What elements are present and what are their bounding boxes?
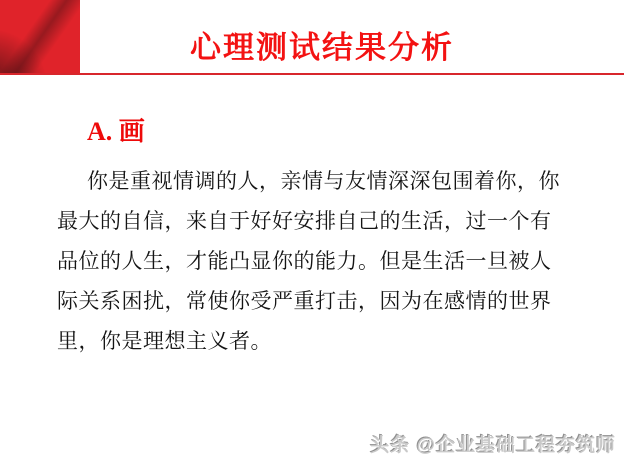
body-line-1: 你是重视情调的人，亲情与友情深深包围着你，你	[87, 169, 560, 193]
body-line-4: 际关系困扰，常使你受严重打击，因为在感情的世界	[57, 289, 552, 313]
header-divider-line	[0, 73, 624, 75]
body-paragraph	[57, 161, 584, 361]
body-line-2: 最大的自信，来自于好好安排自己的生活，过一个有	[57, 209, 552, 233]
slide-title: 心理测试结果分析	[190, 30, 454, 65]
watermark-credit: 头条 @企业基础工程夯筑师	[370, 435, 616, 456]
section-heading: A. 画	[87, 117, 145, 146]
body-line-3: 品位的人生，才能凸显你的能力。但是生活一旦被人	[57, 249, 552, 273]
body-line-5: 里，你是理想主义者。	[57, 329, 272, 353]
slide-header	[0, 0, 624, 75]
